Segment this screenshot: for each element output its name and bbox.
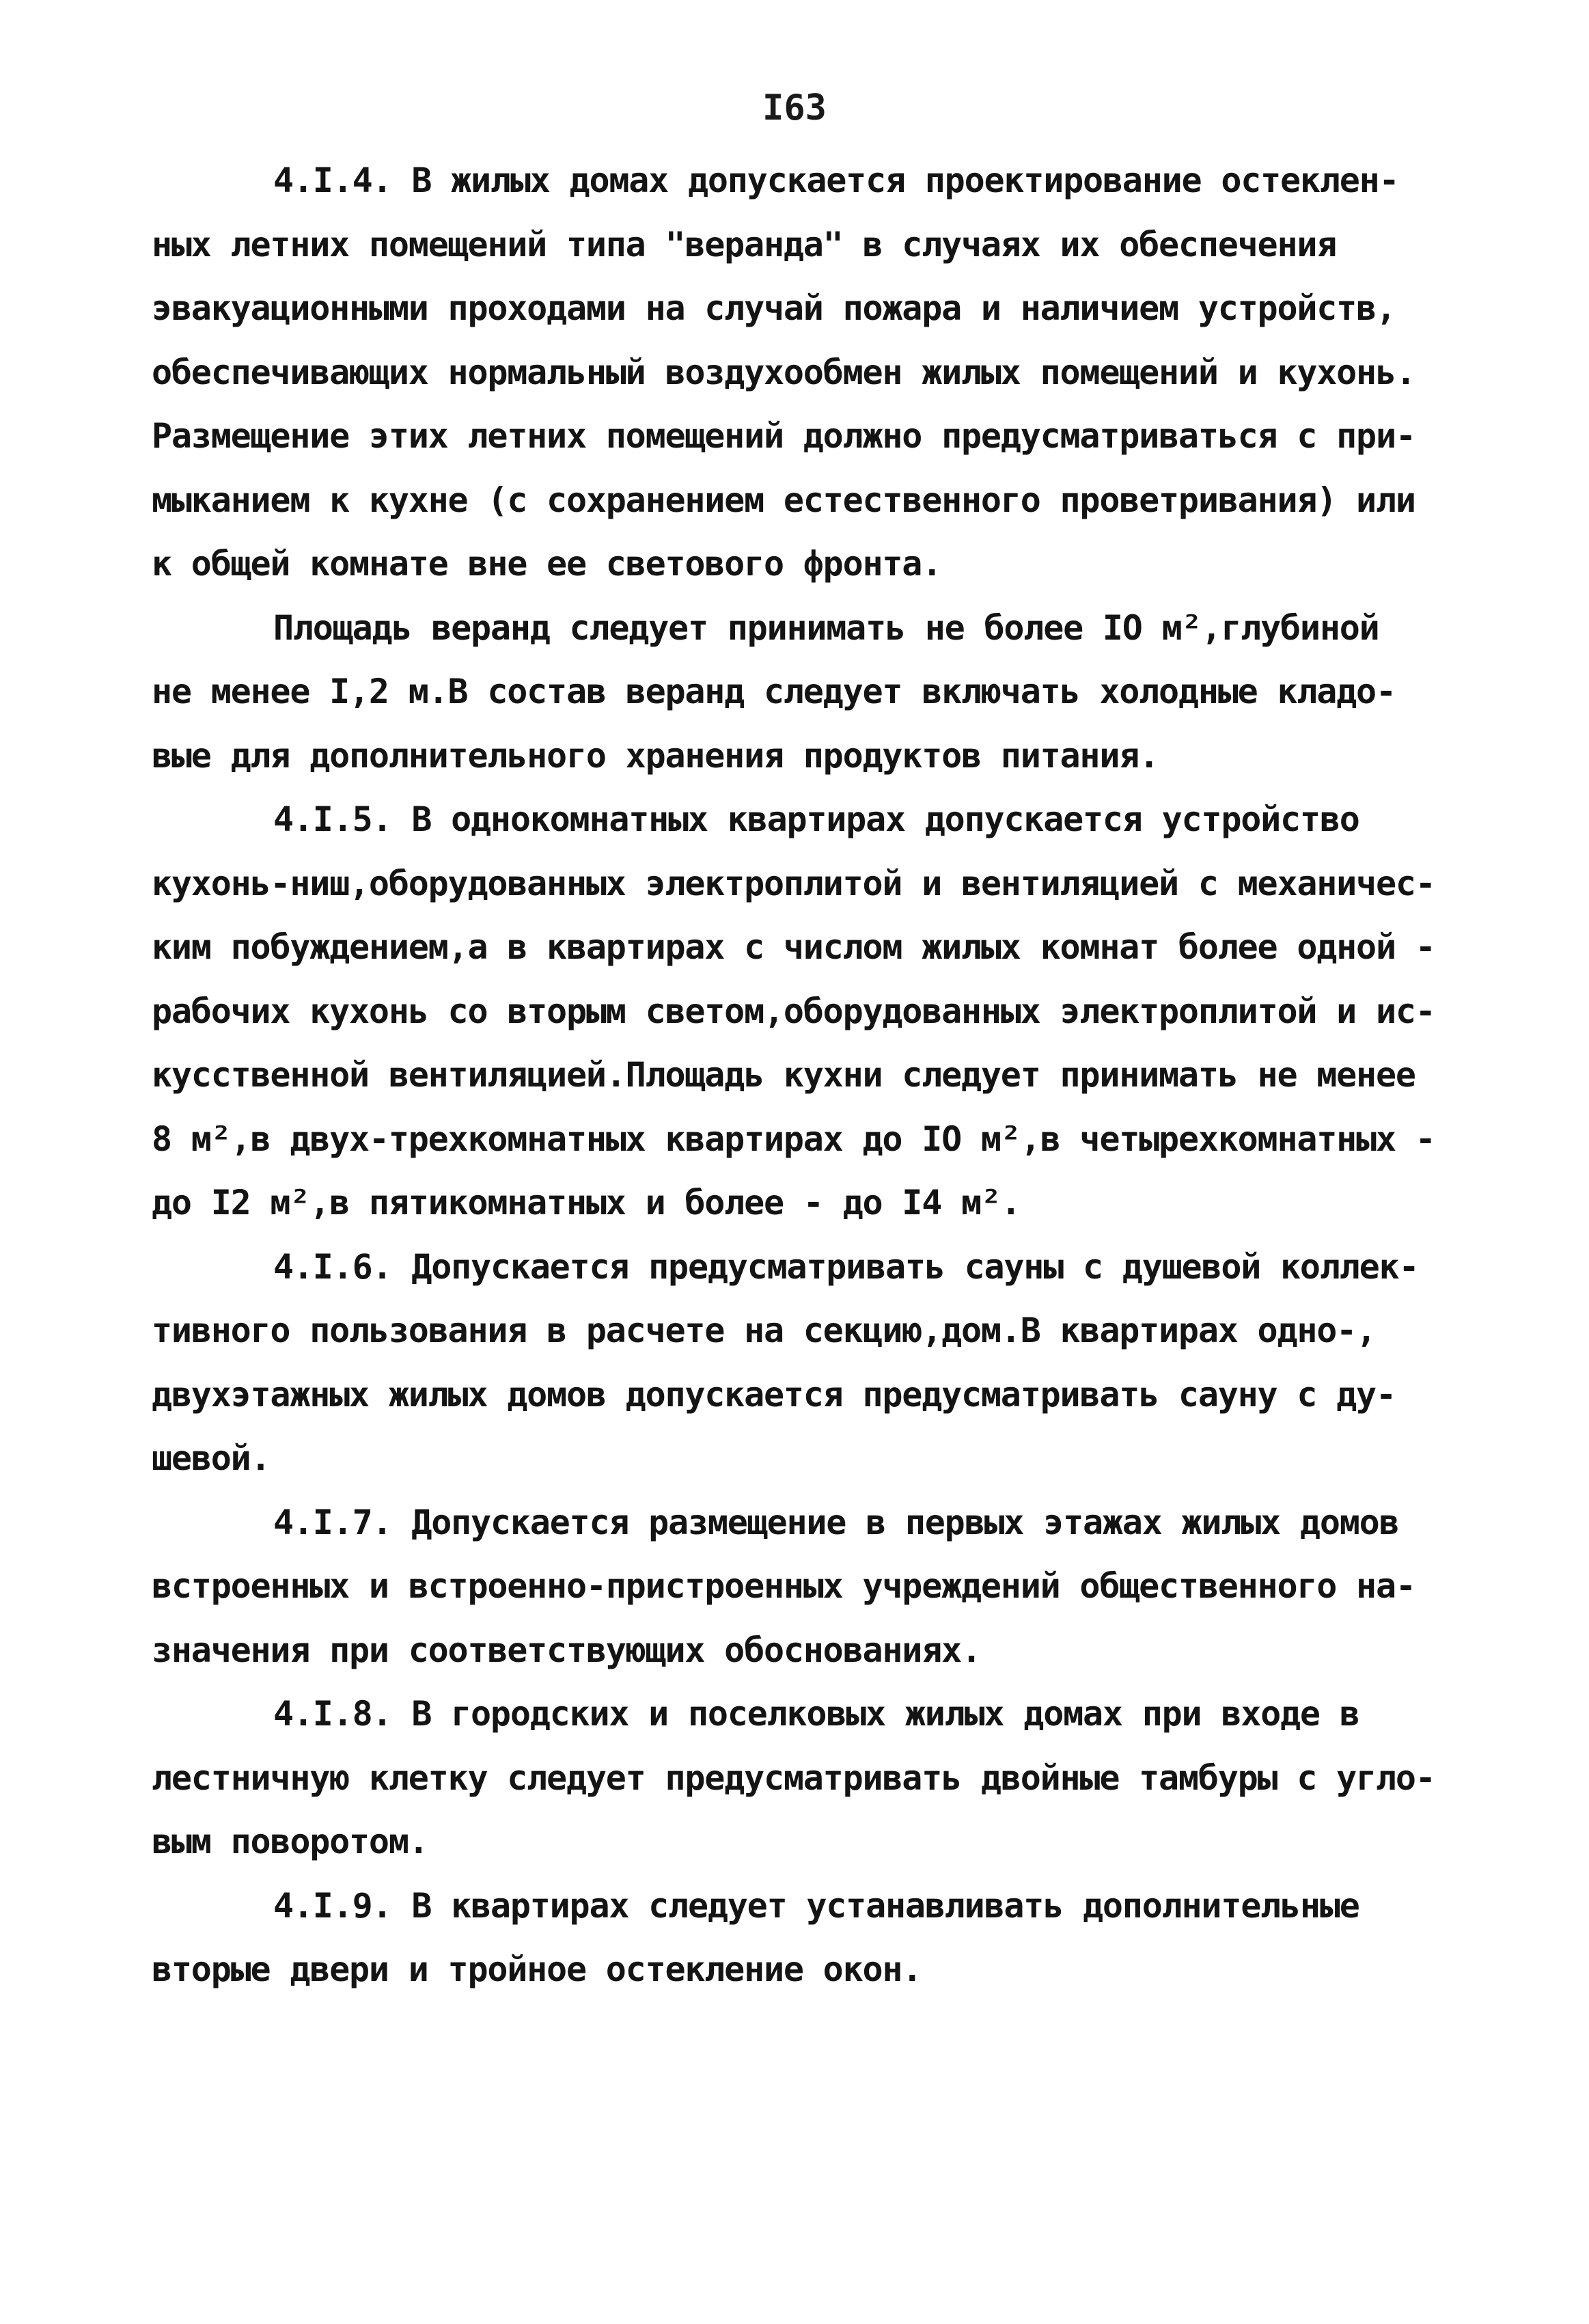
paragraph-line: значения при соответствующих обоснованиях. [152,1630,981,1670]
paragraph-line: лестничную клетку следует предусматривать двойные тамбуры с угло- [152,1758,1435,1798]
paragraph-line: ных летних помещений типа "веранда" в случаях их обеспечения [152,224,1337,264]
paragraph-first-line: Площадь веранд следует принимать не более IO м²,глубиной [273,607,1379,648]
paragraph-line: вым поворотом. [152,1822,428,1861]
paragraph-line: вые для дополнительного хранения продуктов питания. [152,735,1159,776]
paragraph-line: кусственной вентиляцией.Площадь кухни следует принимать не менее [152,1055,1415,1095]
paragraph-first-line: 4.I.6. Допускается предусматривать сауны с душевой коллек- [273,1246,1419,1287]
paragraph-line: шевой. [152,1438,271,1478]
paragraph-line: ким побуждением,а в квартирах с числом жилых комнат более одной - [152,927,1435,967]
document-body [152,149,1477,2002]
paragraph-line: вторые двери и тройное остекление окон. [152,1950,922,1989]
page-number: I63 [762,87,827,128]
paragraph-line: обеспечивающих нормальный воздухообмен жилых помещений и кухонь. [152,352,1415,392]
paragraph-line: мыканием к кухне (с сохранением естественного проветривания) или [152,480,1415,520]
paragraph-line: Размещение этих летних помещений должно предусматриваться с при- [152,416,1415,456]
paragraph-line: 8 м²,в двух-трехкомнатных квартирах до IO м²,в четырехкомнатных - [152,1119,1435,1159]
paragraph-line: до I2 м²,в пятикомнатных и более - до I4 м². [152,1183,1021,1222]
paragraph-first-line: 4.I.4. В жилых домах допускается проектирование остеклен- [273,161,1399,200]
paragraph-first-line: 4.I.9. В квартирах следует устанавливать дополнительные [273,1885,1359,1926]
paragraph-line: тивного пользования в расчете на секцию,дом.В квартирах одно-, [152,1311,1376,1350]
paragraph-line: двухэтажных жилых домов допускается предусматривать сауну с ду- [152,1374,1396,1414]
paragraph-line: рабочих кухонь со вторым светом,оборудованных электроплитой и ис- [152,991,1435,1031]
paragraph-line: не менее I,2 м.В состав веранд следует включать холодные кладо- [152,672,1396,711]
paragraph-line: к общей комнате вне ее светового фронта. [152,544,942,584]
paragraph-line: кухонь-ниш,оборудованных электроплитой и вентиляцией с механичес- [152,863,1435,903]
paragraph-line: эвакуационными проходами на случай пожара и наличием устройств, [152,288,1396,328]
paragraph-first-line: 4.I.8. В городских и поселковых жилых домах при входе в [273,1694,1359,1734]
paragraph-first-line: 4.I.7. Допускается размещение в первых этажах жилых домов [273,1502,1399,1542]
paragraph-line: встроенных и встроенно-пристроенных учреждений общественного на- [152,1566,1415,1606]
paragraph-first-line: 4.I.5. В однокомнатных квартирах допускается устройство [273,799,1359,839]
